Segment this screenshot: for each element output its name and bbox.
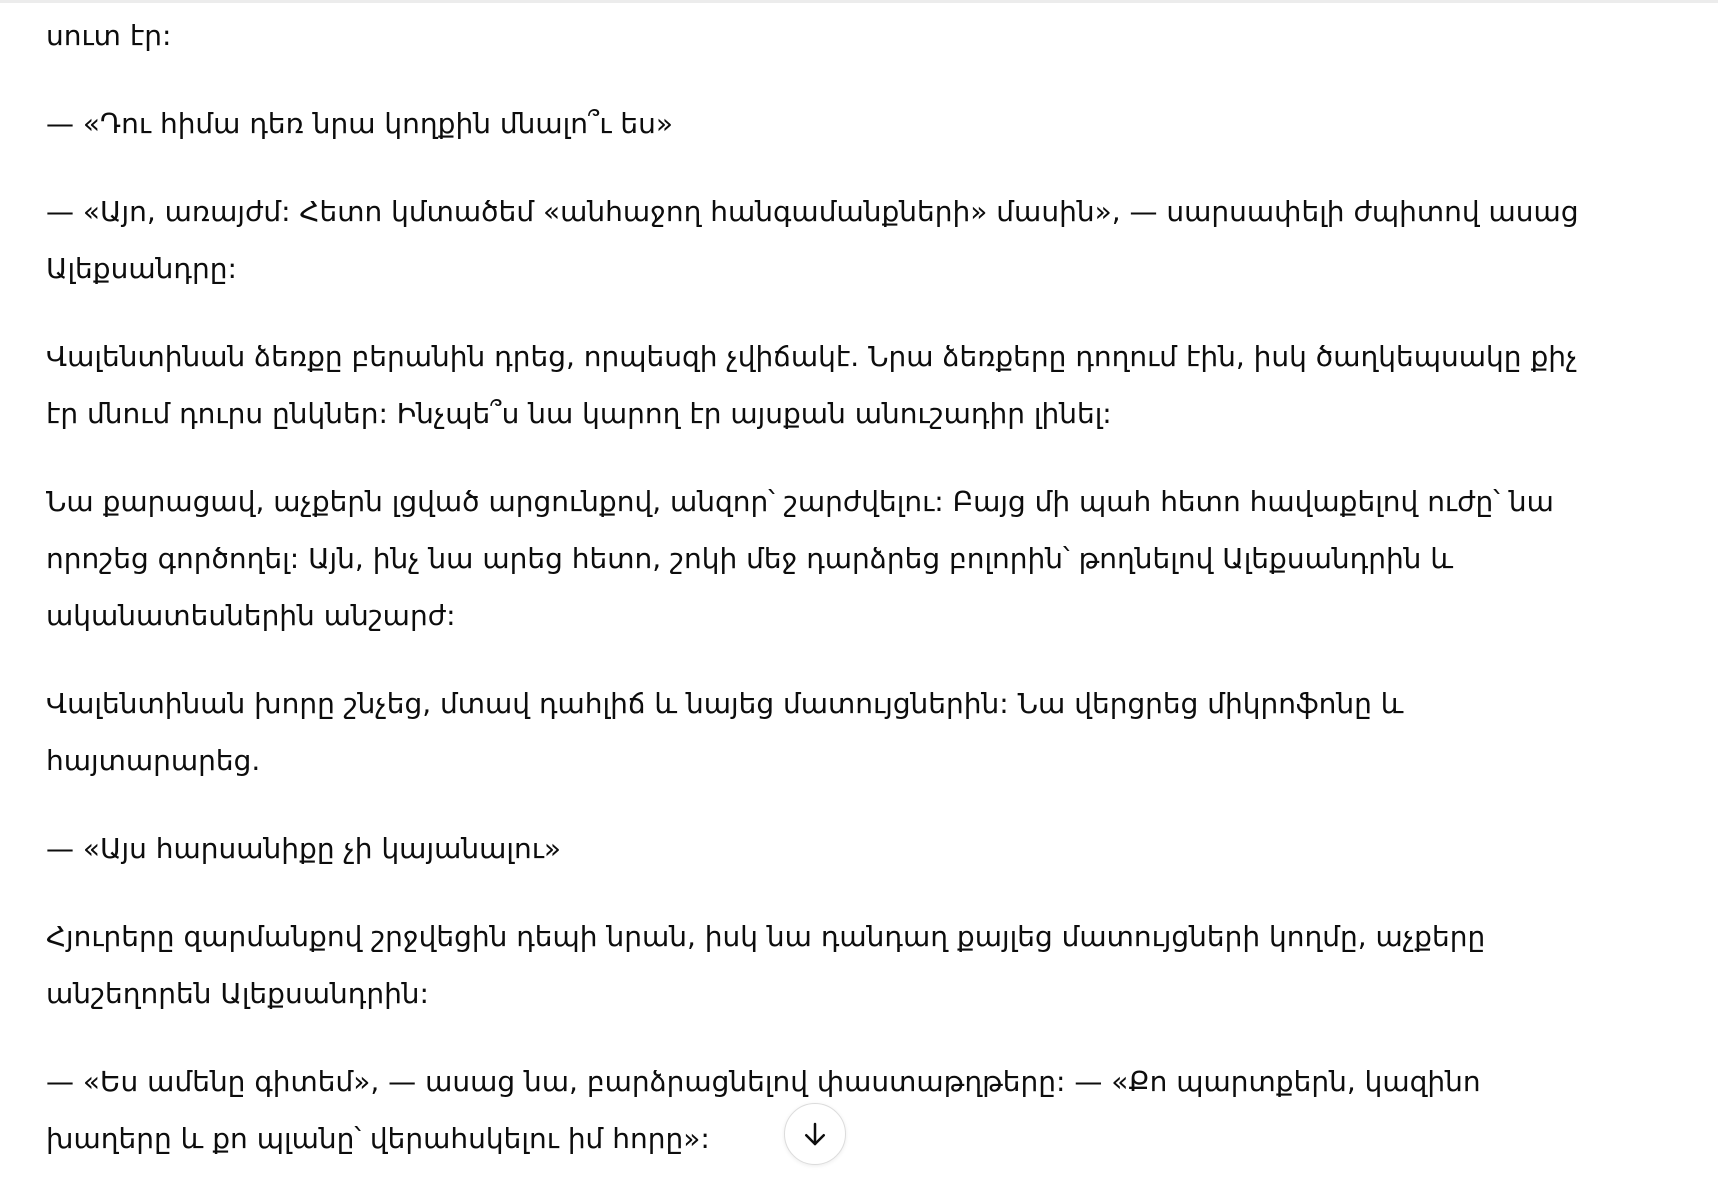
arrow-down-icon — [800, 1119, 830, 1149]
scroll-to-bottom-button[interactable] — [784, 1103, 846, 1165]
paragraph-9: — «Ես ամենը գիտեմ», — ասաց նա, բարձրացնելով փաստաթղթերը: — «Քո պարտքերն, կազինո խաղերը և քո պլանը՝ վերահսկելու իմ հորը»: — [46, 1065, 1481, 1155]
message-content — [46, 0, 1606, 1198]
paragraph-4: Վալենտինան ձեռքը բերանին դրեց, որպեսզի չվիճակէ. Նրա ձեռքերը դողում էին, իսկ ծաղկեպսակը քիչ էր մնում դուրս ընկներ: Ինչպե՞ս նա կարող էր այսքան անուշադիր լինել: — [46, 340, 1578, 430]
paragraph-6: Վալենտինան խորը շնչեց, մտավ դահլիճ և նայեց մատույցներին: Նա վերցրեց միկրոֆոնը և հայտարարեց. — [46, 687, 1404, 777]
paragraph-2: — «Դու հիմա դեռ նրա կողքին մնալո՞ւ ես» — [46, 107, 674, 140]
paragraph-5: Նա քարացավ, աչքերն լցված արցունքով, անզոր՝ շարժվելու: Բայց մի պահ հետո հավաքելով ուժը՝ նա որոշեց գործողել: Այն, ինչ նա արեց հետո, շոկի մեջ դարձրեց բոլորին՝ թողնելով Ալեքսանդրին և ականատեսներին անշարժ: — [46, 485, 1554, 632]
paragraph-8: Հյուրերը զարմանքով շրջվեցին դեպի նրան, իսկ նա դանդաղ քայլեց մատույցների կողմը, աչքերը անշեղորեն Ալեքսանդրին: — [46, 920, 1486, 1010]
paragraph-7: — «Այս հարսանիքը չի կայանալու» — [46, 832, 562, 865]
paragraph-3: — «Այո, առայժմ: Հետո կմտածեմ «անհաջող հանգամանքների» մասին», — սարսափելի ժպիտով ասաց Ալեքսանդրը: — [46, 195, 1579, 285]
paragraph-1: սուտ էր: — [46, 19, 172, 52]
